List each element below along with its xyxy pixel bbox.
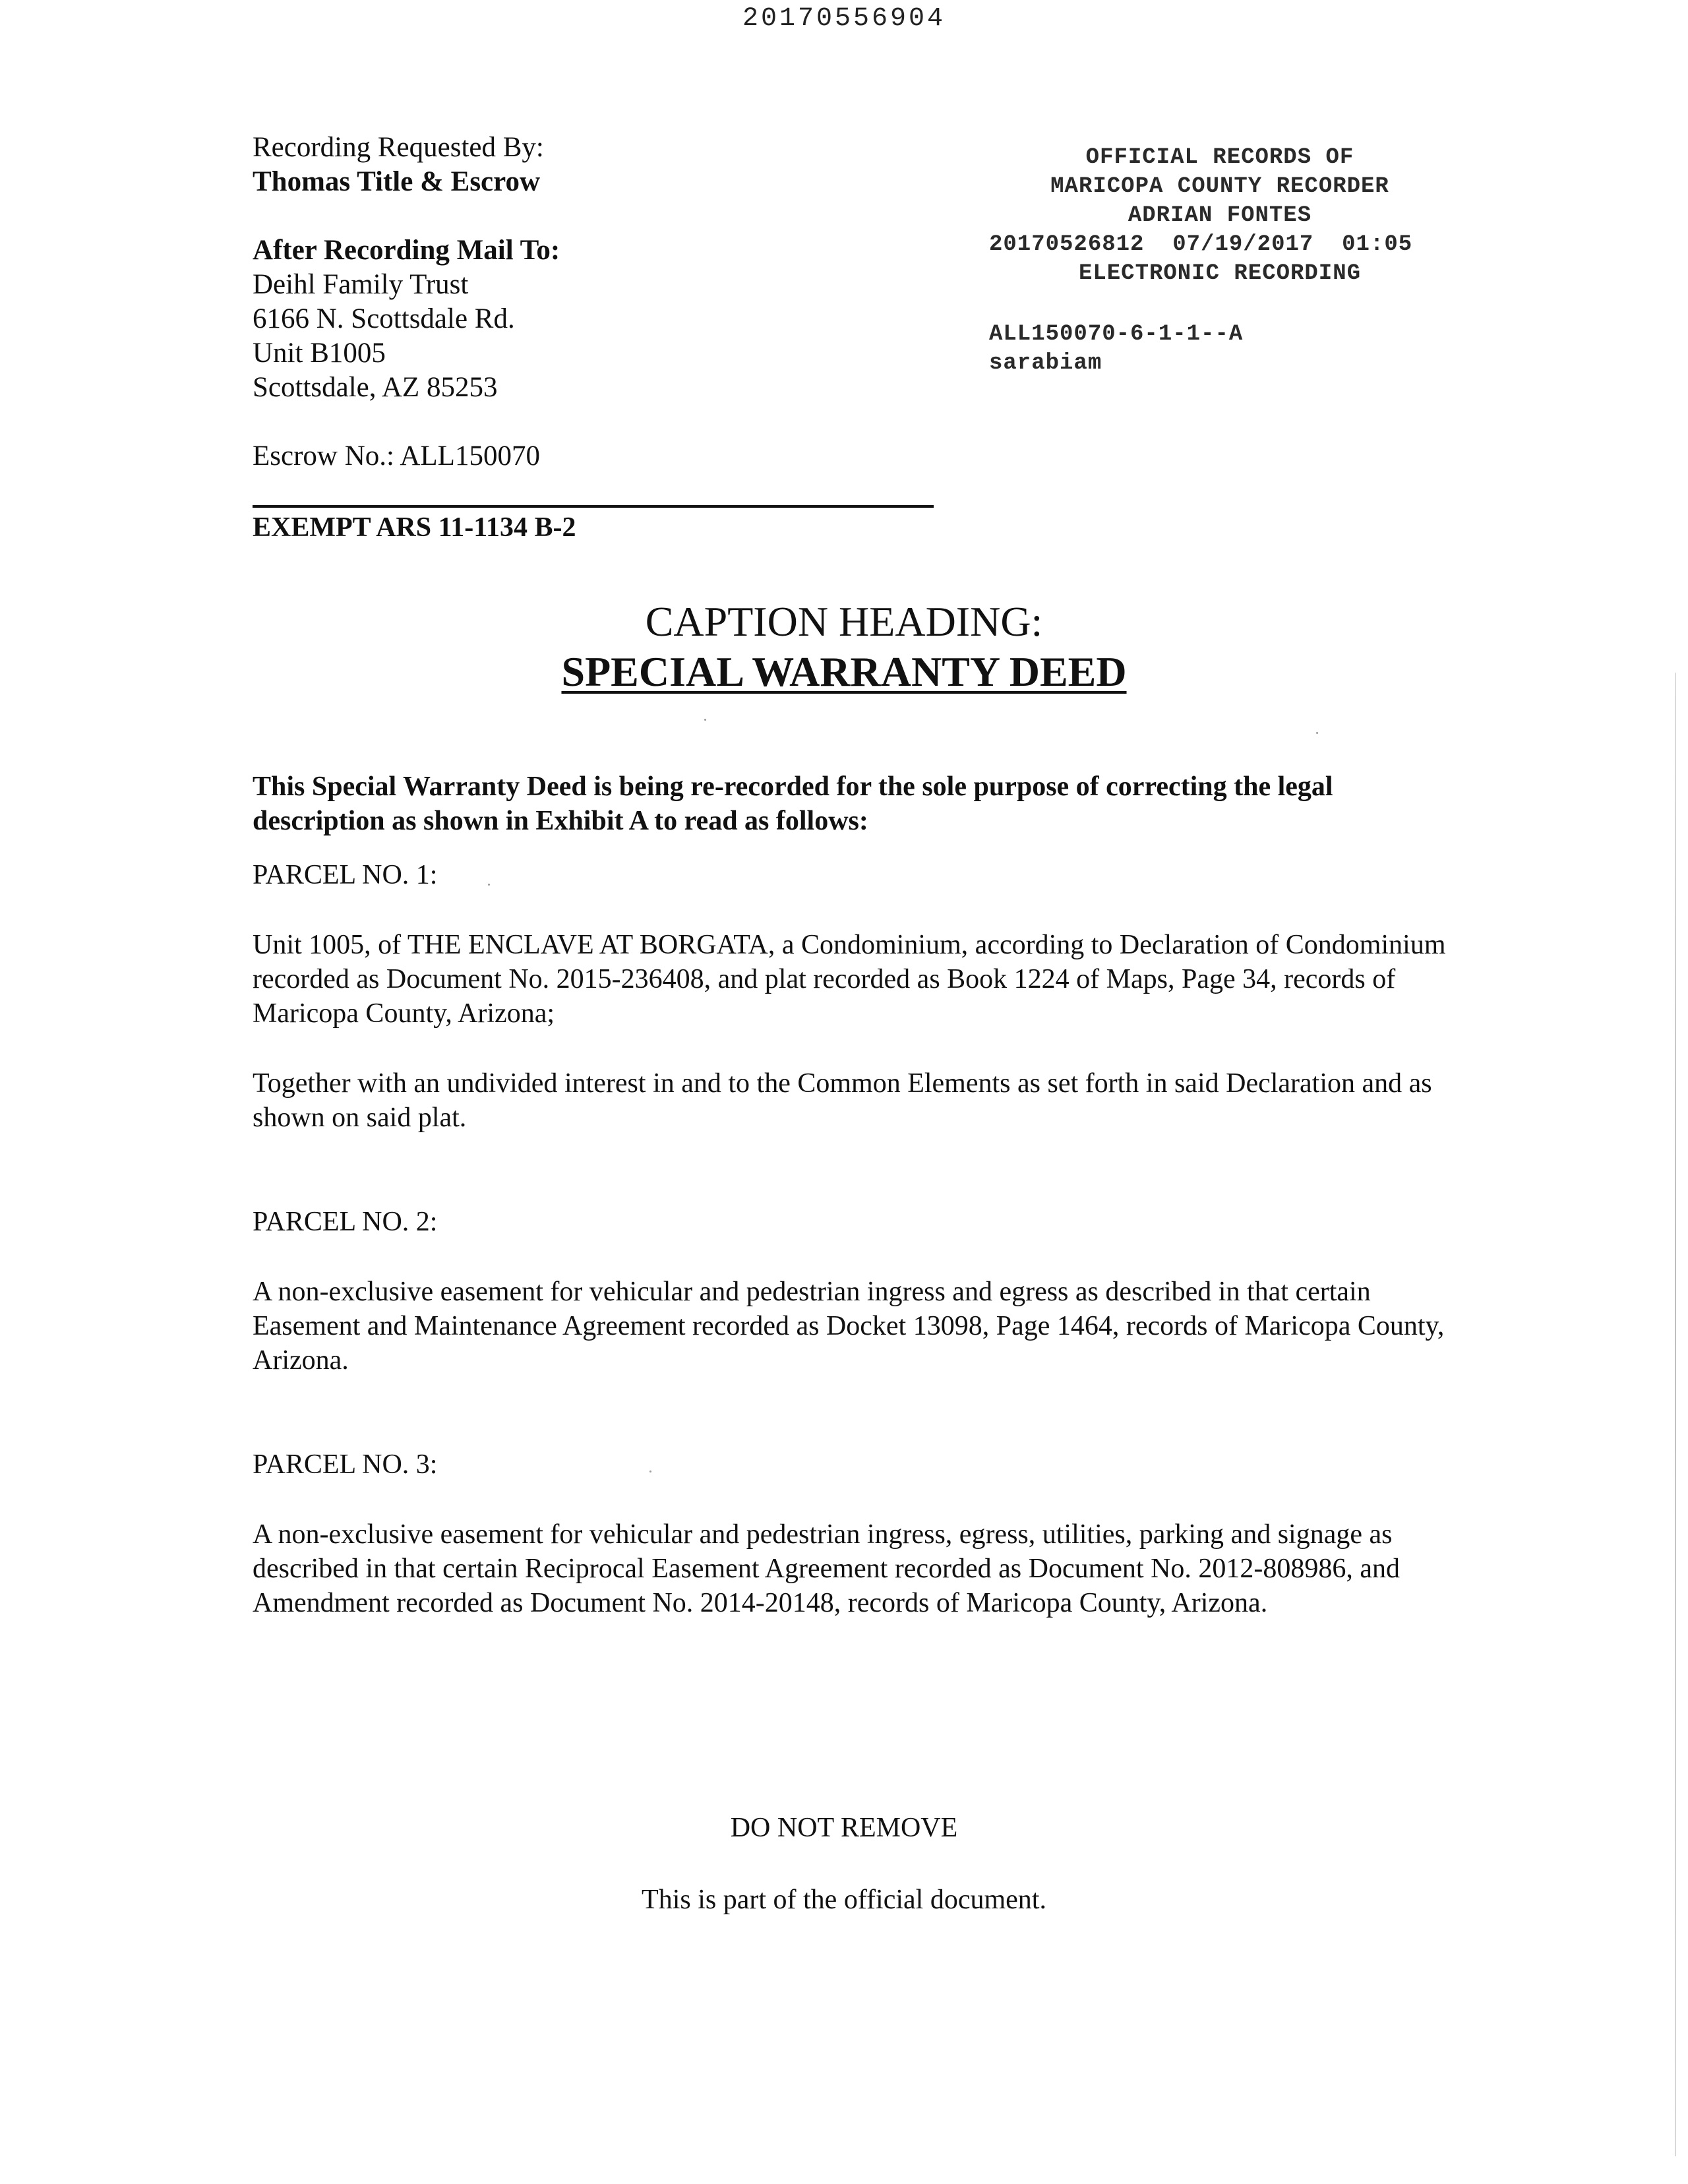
stamp-time: 01:05 [1342,232,1413,257]
mail-to-line: Deihl Family Trust [253,269,469,300]
recorder-stamp [989,143,1530,378]
escrow-number: ALL150070 [400,440,540,471]
scan-speck [649,1471,651,1472]
exempt-notice: EXEMPT ARS 11-1134 B-2 [253,512,576,543]
mail-to-label: After Recording Mail To: [253,235,560,266]
stamp-clerk: sarabiam [989,351,1102,376]
parcel-3-text: A non-exclusive easement for vehicular and pedestrian ingress, egress, utilities, parking and signage as described in that certain Reciprocal Easement Agreement recorded as Document No. 2012-808986, and Amendment recorded as Document No. 2014-20148, records of Maricopa County, Arizona. [253,1519,1401,1618]
mail-to-line: Scottsdale, AZ 85253 [253,372,498,403]
parcel-1-text-2: Together with an undivided interest in and to the Common Elements as set forth in said Declaration and as shown on said plat. [253,1068,1432,1133]
document-number: 20170556904 [742,4,946,34]
stamp-line: ADRIAN FONTES [1128,203,1312,228]
deed-title: SPECIAL WARRANTY DEED [561,648,1127,695]
do-not-remove: DO NOT REMOVE [730,1813,958,1843]
caption-block [0,597,1688,697]
legal-description [253,770,1459,1620]
parcel-3-heading: PARCEL NO. 3: [253,1449,438,1480]
escrow-number-line [253,439,560,473]
parcel-2-text: A non-exclusive easement for vehicular and pedestrian ingress and egress as described in that certain Easement and Maintenance Agreement recorded as Docket 13098, Page 1464, records of Maricopa County, Arizona. [253,1277,1445,1376]
scan-speck [1316,732,1318,734]
official-document-note: This is part of the official document. [642,1885,1046,1915]
scan-edge-line [1675,673,1676,2156]
requested-by: Thomas Title & Escrow [253,166,541,197]
stamp-line: OFFICIAL RECORDS OF [1085,145,1354,170]
mail-to-line: 6166 N. Scottsdale Rd. [253,303,515,334]
intro-paragraph: This Special Warranty Deed is being re-recorded for the sole purpose of correcting the legal description as shown in Exhibit A to read as follows: [253,772,1333,836]
scan-speck [704,719,706,721]
parcel-1-heading: PARCEL NO. 1: [253,860,438,890]
parcel-2-heading: PARCEL NO. 2: [253,1207,438,1237]
escrow-label: Escrow No.: [253,440,394,471]
parcel-1-text: Unit 1005, of THE ENCLAVE AT BORGATA, a Condominium, according to Declaration of Condominium recorded as Document No. 2015-236408, and plat recorded as Book 1224 of Maps, Page 34, records of Maricopa County, Arizona; [253,930,1446,1029]
stamp-record-number: 20170526812 [989,232,1145,257]
stamp-line: ELECTRONIC RECORDING [1078,261,1362,286]
scan-speck [488,884,490,886]
caption-heading: CAPTION HEADING: [645,598,1043,645]
stamp-record-line [989,230,1530,259]
recording-info [253,131,560,473]
stamp-date: 07/19/2017 [1172,232,1314,257]
signature-rule [253,505,934,508]
mail-to-line: Unit B1005 [253,338,386,369]
requested-by-label: Recording Requested By: [253,132,544,163]
stamp-ref: ALL150070-6-1-1--A [989,322,1244,347]
stamp-line: MARICOPA COUNTY RECORDER [1050,174,1389,199]
